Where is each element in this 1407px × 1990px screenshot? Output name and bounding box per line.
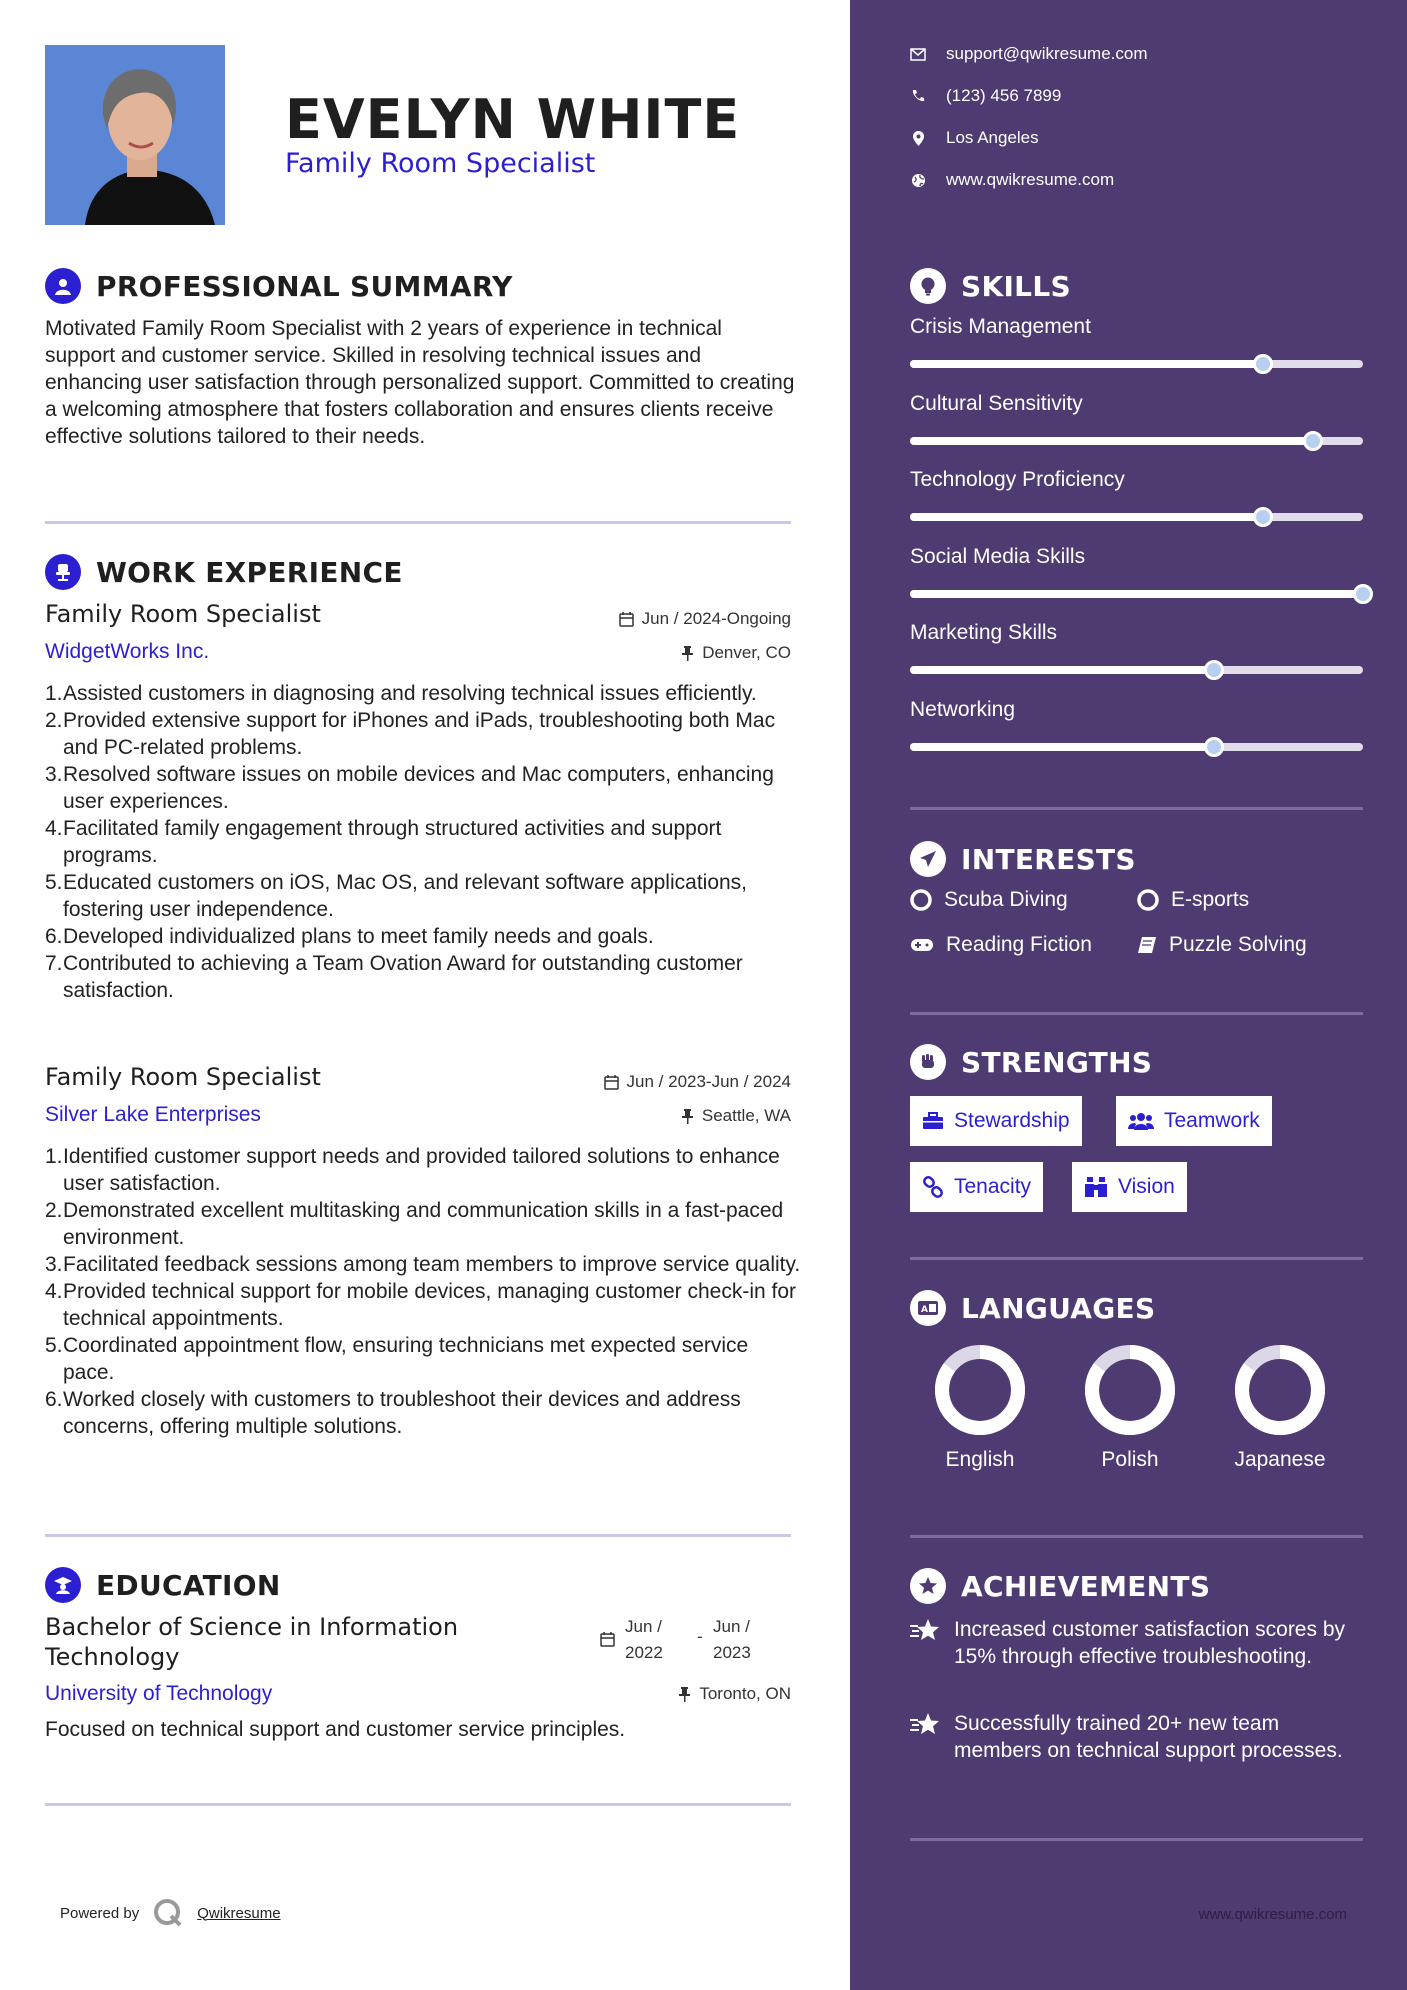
lifebuoy-icon [910, 889, 932, 911]
company-name: Silver Lake Enterprises [45, 1103, 261, 1126]
summary-text: Motivated Family Room Specialist with 2 years of experience in technical support and customer service. Skilled in resolving technical issues and enhancing user satisfaction through personalized support. Committed to creating a welcoming atmosphere that fosters collaboration and ensures clients receive effective solutions tailored to their needs. [45, 317, 795, 448]
gamepad-icon [910, 937, 934, 953]
contact-email[interactable]: support@qwikresume.com [910, 44, 1148, 64]
skill-bar [910, 590, 1363, 598]
svg-text:A: A [921, 1305, 928, 1315]
language-icon [910, 1290, 946, 1326]
summary-heading: PROFESSIONAL SUMMARY [45, 268, 513, 304]
section-divider [45, 1534, 791, 1537]
strength-badge: Teamwork [1116, 1096, 1272, 1146]
job-dates: Jun / 2023-Jun / 2024 [604, 1072, 791, 1092]
list-item: 3. Resolved software issues on mobile devices and Mac computers, enhancing user experiences. [45, 763, 774, 813]
skill-bar [910, 513, 1363, 521]
interest-item: Scuba Diving [910, 888, 1068, 912]
section-divider [45, 521, 791, 524]
list-item: 6. Worked closely with customers to troubleshoot their devices and address concerns, offering multiple solutions. [45, 1388, 741, 1438]
skill-bar-fill [910, 513, 1263, 521]
skill-label: Crisis Management [910, 315, 1091, 338]
contact-website[interactable]: www.qwikresume.com [910, 170, 1114, 190]
envelope-icon [910, 48, 926, 61]
list-item: 2. Provided extensive support for iPhones and iPads, troubleshooting both Mac and PC-related problems. [45, 709, 776, 759]
skill-bar-knob [1253, 507, 1273, 527]
section-divider [910, 1535, 1363, 1538]
strength-badge: Tenacity [910, 1162, 1043, 1212]
language-item [1210, 1340, 1350, 1472]
book-icon [1137, 936, 1157, 954]
achievement-item: Successfully trained 20+ new team members on technical support processes. [910, 1710, 1350, 1764]
interest-item: E-sports [1137, 888, 1249, 912]
graduate-icon [45, 1567, 81, 1603]
strength-badge: Vision [1072, 1162, 1187, 1212]
skill-label: Networking [910, 698, 1016, 721]
skill-bar-fill [910, 743, 1214, 751]
skill-label: Cultural Sensitivity [910, 392, 1083, 415]
strength-badge: Stewardship [910, 1096, 1082, 1146]
users-icon [1128, 1111, 1154, 1131]
achievement-item: Increased customer satisfaction scores by 15% through effective troubleshooting. [910, 1616, 1350, 1670]
education-description: Focused on technical support and customer service principles. [45, 1718, 626, 1741]
interest-item: Reading Fiction [910, 933, 1092, 957]
language-item [910, 1340, 1050, 1472]
education-location: Toronto, ON [678, 1684, 791, 1704]
qwikresume-link[interactable]: Qwikresume [197, 1904, 281, 1922]
lightbulb-icon [910, 268, 946, 304]
job-location: Seattle, WA [681, 1106, 791, 1126]
job-title: Family Room Specialist [45, 600, 321, 628]
skill-label: Marketing Skills [910, 621, 1058, 644]
language-ring [1080, 1340, 1180, 1440]
job-duties [45, 1143, 805, 1440]
section-divider [45, 1803, 791, 1806]
list-item: 7. Contributed to achieving a Team Ovation Award for outstanding customer satisfaction. [45, 952, 743, 1002]
achievements-heading: ACHIEVEMENTS [910, 1568, 1210, 1604]
language-ring [1230, 1340, 1330, 1440]
calendar-icon [619, 612, 634, 627]
globe-icon [910, 173, 926, 188]
pin-icon [681, 645, 694, 661]
sidebar [850, 0, 1407, 1990]
skill-label: Social Media Skills [910, 545, 1086, 568]
skill-bar-fill [910, 590, 1363, 598]
list-item: 5. Educated customers on iOS, Mac OS, and relevant software applications, fostering user independence. [45, 871, 748, 921]
footer-site[interactable]: www.qwikresume.com [1198, 1906, 1347, 1923]
lifebuoy-icon [1137, 889, 1159, 911]
calendar-icon [600, 1632, 615, 1647]
powered-by: Powered by Qwikresume [60, 1898, 281, 1928]
binoculars-icon [1084, 1176, 1108, 1198]
language-label: English [945, 1448, 1015, 1471]
skill-bar [910, 666, 1363, 674]
list-item: 5. Coordinated appointment flow, ensuring technicians met expected service pace. [45, 1334, 749, 1384]
section-divider [910, 807, 1363, 810]
language-label: Polish [1101, 1448, 1159, 1471]
list-item: 4. Provided technical support for mobile devices, managing customer check-in for technical appointments. [45, 1280, 797, 1330]
list-item: 6. Developed individualized plans to meet family needs and goals. [45, 925, 654, 948]
user-icon [45, 268, 81, 304]
pin-icon [681, 1108, 694, 1124]
list-item: 4. Facilitated family engagement through structured activities and support programs. [45, 817, 722, 867]
fist-icon [910, 1044, 946, 1080]
interest-item: Puzzle Solving [1137, 933, 1307, 957]
school-name: University of Technology [45, 1682, 273, 1705]
interests-heading: INTERESTS [910, 841, 1136, 877]
star-badge-icon [910, 1568, 946, 1604]
phone-icon [910, 89, 926, 103]
skill-bar-knob [1303, 431, 1323, 451]
profile-photo [45, 45, 225, 225]
section-divider [910, 1012, 1363, 1015]
strengths-heading: STRENGTHS [910, 1044, 1152, 1080]
star-icon [910, 1618, 940, 1644]
candidate-name: EVELYN WHITE [285, 88, 741, 151]
job-location: Denver, CO [681, 643, 791, 663]
skill-bar-fill [910, 360, 1263, 368]
skill-bar [910, 437, 1363, 445]
map-marker-icon [910, 131, 926, 146]
skill-bar-fill [910, 666, 1214, 674]
education-dates: Jun / 2022 - Jun / 2023 [600, 1614, 785, 1666]
link-icon [922, 1176, 944, 1198]
skill-label: Technology Proficiency [910, 468, 1125, 491]
skills-heading: SKILLS [910, 268, 1071, 304]
skill-bar-knob [1353, 584, 1373, 604]
skill-bar [910, 743, 1363, 751]
office-chair-icon [45, 554, 81, 590]
job-title: Family Room Specialist [45, 1063, 321, 1091]
section-divider [910, 1257, 1363, 1260]
candidate-title: Family Room Specialist [285, 148, 596, 179]
skill-bar [910, 360, 1363, 368]
calendar-icon [604, 1075, 619, 1090]
education-heading: EDUCATION [45, 1567, 281, 1603]
language-label: Japanese [1234, 1448, 1326, 1471]
job-duties [45, 680, 805, 1004]
list-item: 2. Demonstrated excellent multitasking and communication skills in a fast-paced environment. [45, 1199, 784, 1249]
skill-bar-knob [1204, 660, 1224, 680]
skill-bar-fill [910, 437, 1313, 445]
job-dates: Jun / 2024-Ongoing [619, 609, 791, 629]
company-name: WidgetWorks Inc. [45, 640, 210, 663]
paper-plane-icon [910, 841, 946, 877]
list-item: 1. Assisted customers in diagnosing and resolving technical issues efficiently. [45, 682, 757, 705]
qwikresume-logo-icon [153, 1898, 183, 1928]
list-item: 3. Facilitated feedback sessions among team members to improve service quality. [45, 1253, 801, 1276]
skill-bar-knob [1253, 354, 1273, 374]
languages-heading: A LANGUAGES [910, 1290, 1155, 1326]
degree-title: Bachelor of Science in Information Technology [45, 1613, 459, 1671]
experience-heading: WORK EXPERIENCE [45, 554, 403, 590]
pin-icon [678, 1686, 691, 1702]
skill-bar-knob [1204, 737, 1224, 757]
contact-phone[interactable]: (123) 456 7899 [910, 86, 1061, 106]
list-item: 1. Identified customer support needs and provided tailored solutions to enhance user satisfaction. [45, 1145, 780, 1195]
star-icon [910, 1712, 940, 1738]
language-ring [930, 1340, 1030, 1440]
section-divider [910, 1838, 1363, 1841]
briefcase-icon [922, 1112, 944, 1130]
contact-location: Los Angeles [910, 128, 1039, 148]
language-item [1060, 1340, 1200, 1472]
